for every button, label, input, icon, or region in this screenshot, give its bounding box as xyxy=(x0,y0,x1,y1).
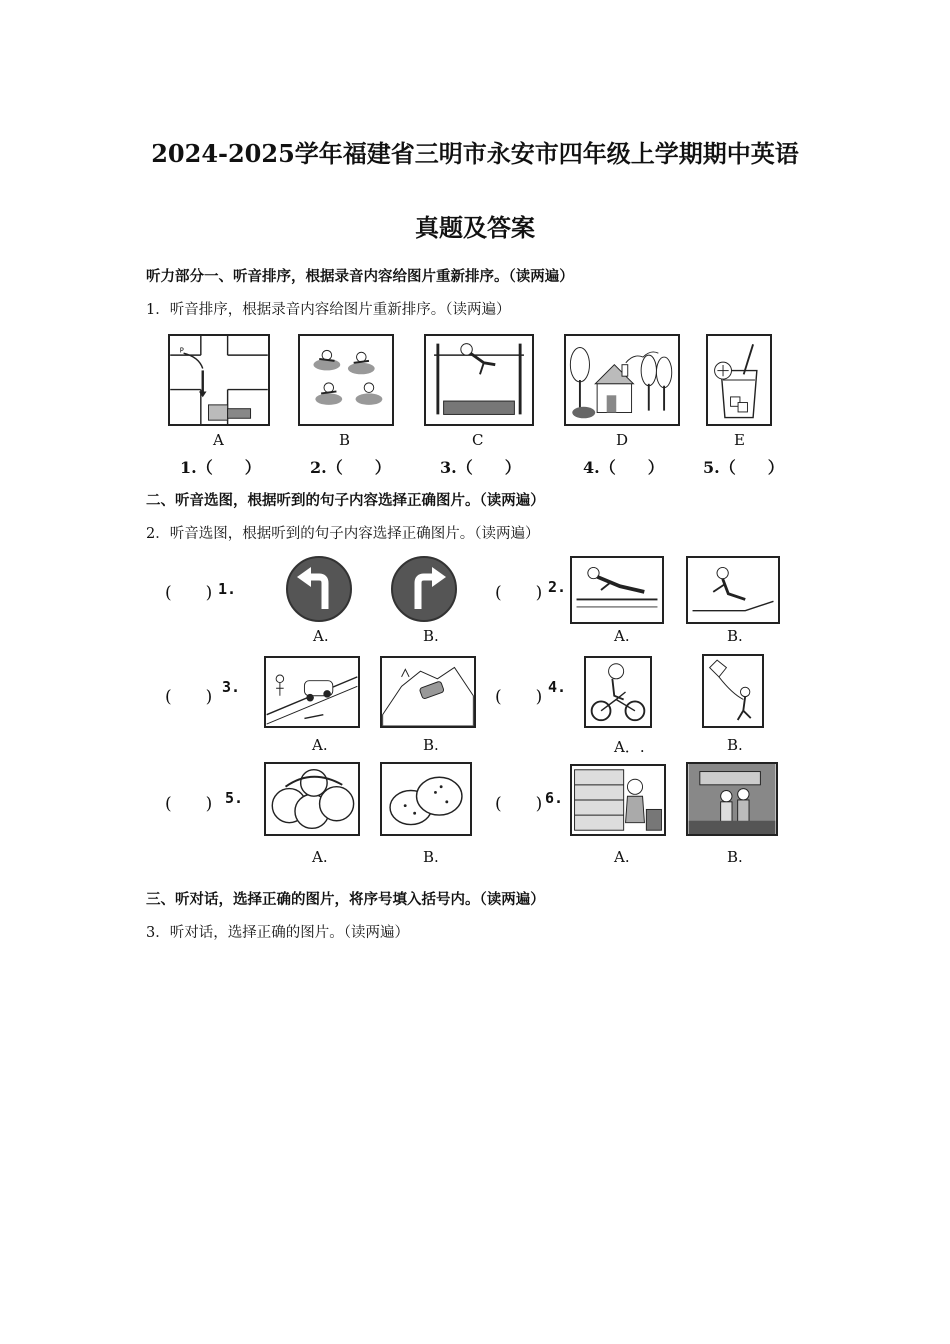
option-b-label: B. xyxy=(727,848,743,866)
section3-question: 3．听对话，选择正确的图片。（读两遍） xyxy=(146,925,409,941)
section2-question: 2．听音选图，根据听到的句子内容选择正确图片。（读两遍） xyxy=(146,526,540,542)
high-jump-icon xyxy=(424,334,534,426)
supermarket-icon xyxy=(570,764,666,836)
turn-right-sign-icon xyxy=(390,555,458,623)
option-b-label: B. xyxy=(423,627,439,645)
answer-paren-3[interactable]: ( ) xyxy=(165,687,213,707)
section3-heading: 三、听对话，选择正确的图片，将序号填入括号内。（读两遍） xyxy=(146,892,545,908)
option-a-label: A. xyxy=(313,627,329,645)
item-number: 1. xyxy=(218,580,237,598)
option-b-label: B. xyxy=(423,848,439,866)
house-trees-icon xyxy=(564,334,680,426)
item-number: 4. xyxy=(548,678,567,696)
potatoes-icon xyxy=(380,762,472,836)
answer-paren-6[interactable]: ( ) xyxy=(495,794,543,814)
option-b-label: B. xyxy=(727,736,743,754)
high-jump-girl-icon xyxy=(570,556,664,624)
option-a-label: A. xyxy=(614,848,630,866)
long-jump-boy-icon xyxy=(686,556,780,624)
document-title-line1: 2024-2025学年福建省三明市永安市四年级上学期期中英语 xyxy=(151,139,799,168)
answer-paren-4[interactable]: ( ) xyxy=(495,687,543,707)
answer-blank-2[interactable]: 2.（ ） xyxy=(310,458,391,477)
picture-letter: B xyxy=(339,431,351,449)
picture-letter: E xyxy=(734,431,745,449)
option-a-label: A．. xyxy=(614,738,645,756)
item-number: 3. xyxy=(222,678,241,696)
answer-paren-5[interactable]: ( ) xyxy=(165,794,213,814)
answer-blank-4[interactable]: 4.（ ） xyxy=(583,458,664,477)
option-a-label: A. xyxy=(614,627,630,645)
picture-letter: C xyxy=(472,431,484,449)
answer-paren-1[interactable]: ( ) xyxy=(165,583,213,603)
answer-blank-5[interactable]: 5.（ ） xyxy=(703,458,784,477)
document-title-line2: 真题及答案 xyxy=(415,213,535,242)
option-b-label: B. xyxy=(423,736,439,754)
section1-heading: 听力部分一、听音排序，根据录音内容给图片重新排序。（读两遍） xyxy=(146,269,574,285)
car-mountain-icon xyxy=(380,656,476,728)
swimming-children-icon xyxy=(298,334,394,426)
car-downhill-icon xyxy=(264,656,360,728)
juice-glass-icon xyxy=(706,334,772,426)
picture-letter: A xyxy=(213,431,224,449)
section1-question: 1．听音排序，根据录音内容给图片重新排序。（读两遍） xyxy=(146,302,511,318)
item-number: 2. xyxy=(548,578,567,596)
answer-blank-1[interactable]: 1.（ ） xyxy=(180,458,261,477)
answer-blank-3[interactable]: 3.（ ） xyxy=(440,458,521,477)
option-b-label: B. xyxy=(727,627,743,645)
answer-paren-2[interactable]: ( ) xyxy=(495,583,543,603)
section2-heading: 二、听音选图，根据听到的句子内容选择正确图片。（读两遍） xyxy=(146,493,545,509)
svg-text:P: P xyxy=(179,346,184,355)
option-a-label: A. xyxy=(312,848,328,866)
park-kids-icon xyxy=(686,762,778,836)
option-a-label: A. xyxy=(312,736,328,754)
item-number: 6. xyxy=(545,789,564,807)
tomatoes-icon xyxy=(264,762,360,836)
turn-left-sign-icon xyxy=(285,555,353,623)
item-number: 5. xyxy=(225,789,244,807)
boy-kite-icon xyxy=(702,654,764,728)
picture-letter: D xyxy=(616,431,629,449)
girl-bike-icon xyxy=(584,656,652,728)
road-map-icon xyxy=(168,334,270,426)
